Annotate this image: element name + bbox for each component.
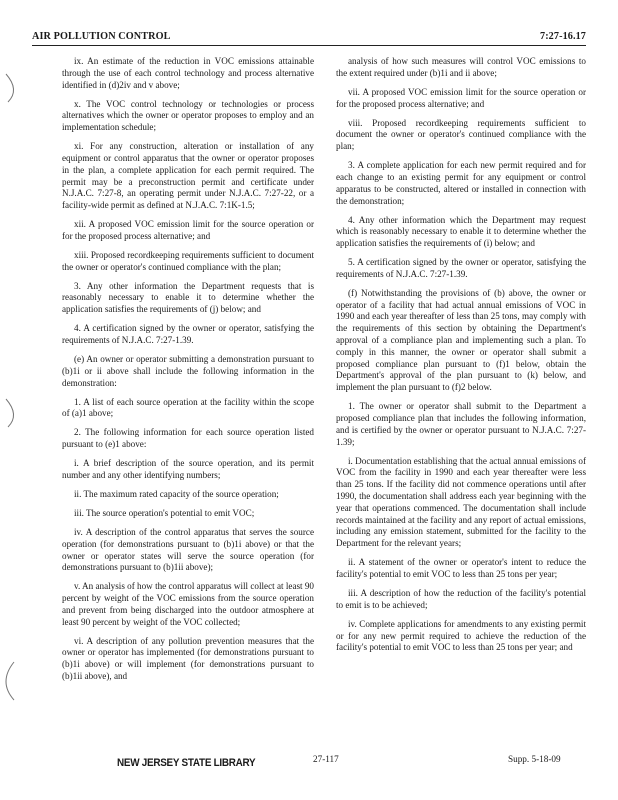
library-stamp: NEW JERSEY STATE LIBRARY xyxy=(117,757,256,769)
page-number: 27-117 xyxy=(313,754,339,764)
paragraph: xi. For any construction, alteration or installation of any equipment or control apparatus that the owner or operator proposes in the plan, a complete application for each permit required. The permit may be a preconstruction permit and certificate under N.J.A.C. 7:27-8, an operating permit under N.J.A.C. 7:27-22, or a facility-wide permit as defined at N.J.A.C. 7:1K-1.5; xyxy=(62,141,314,211)
paragraph: 3. A complete application for each new permit required and for each change to an existing permit for any equipment or control apparatus to be constructed, altered or installed in connection with the demonstration; xyxy=(336,160,586,206)
page-footer xyxy=(0,754,618,774)
paragraph: viii. Proposed recordkeeping requirements sufficient to document the owner or operator's continued compliance with the plan; xyxy=(336,117,586,152)
page-header xyxy=(32,31,586,46)
paragraph: xiii. Proposed recordkeeping requirements sufficient to document the owner or operator's continued compliance with the plan; xyxy=(62,249,314,272)
paragraph: iv. A description of the control apparatus that serves the source operation (for demonstrations pursuant to (b)1i above) or that the owner or operator states will serve the source operation (for demonstrations pursuant to (b)1ii above); xyxy=(62,526,314,573)
paragraph: ii. The maximum rated capacity of the source operation; xyxy=(74,488,279,499)
binder-hole-mark xyxy=(2,395,24,431)
paragraph: vi. A description of any pollution prevention measures that the owner or operator has implemented (for demonstrations pursuant to (b)1i above) or will implement (for demonstrations pursuant to (b)1ii above), and xyxy=(62,635,314,682)
paragraph: analysis of how such measures will control VOC emissions to the extent required under (b)1i and ii above; xyxy=(336,56,586,78)
paragraph: 4. Any other information which the Department may request which is reasonably necessary to enable it to determine whether the application satisfies the requirements of (i) below; and xyxy=(336,214,586,249)
paragraph: 1. The owner or operator shall submit to the Department a proposed compliance plan that includes the following information, and is certified by the owner or operator pursuant to N.J.A.C. 7:27-1.39; xyxy=(336,401,586,447)
supplement-date: Supp. 5-18-09 xyxy=(508,754,561,764)
paragraph: 3. Any other information the Department requests that is reasonably necessary to enable it to determine whether the application satisfies the requirements of (j) below; and xyxy=(62,280,314,315)
paragraph: iii. A description of how the reduction of the facility's potential to emit is to be achieved; xyxy=(336,587,586,610)
paragraph: 5. A certification signed by the owner or operator, satisfying the requirements of N.J.A.C. 7:27-1.39. xyxy=(336,257,586,279)
paragraph: x. The VOC control technology or technologies or process alternatives which the owner or operator proposes to employ and an implementation schedule; xyxy=(62,98,314,133)
section-number: 7:27-16.17 xyxy=(540,31,586,42)
paragraph: xii. A proposed VOC emission limit for the source operation or for the proposed process alternative; and xyxy=(62,219,314,241)
paragraph: iv. Complete applications for amendments to any existing permit or for any new permit required to achieve the reduction of the facility's potential to emit VOC to less than 25 tons per year; and xyxy=(336,618,586,653)
paragraph: i. A brief description of the source operation, and its permit number and any other identifying numbers; xyxy=(62,458,314,480)
paragraph: v. An analysis of how the control apparatus will collect at least 90 percent by weight of the VOC emissions from the source operation and prevent from being discharged into the outdoor atmosphere at least 90 percent by weight of the VOC collected; xyxy=(62,581,314,627)
paragraph: (e) An owner or operator submitting a demonstration pursuant to (b)1i or ii above shall include the following information in the demonstration: xyxy=(62,354,314,388)
paragraph: ix. An estimate of the reduction in VOC emissions attainable through the use of each control technology and process alternative identified in (d)2iv and v above; xyxy=(62,56,314,90)
paragraph: vii. A proposed VOC emission limit for the source operation or for the proposed process alternative; and xyxy=(336,86,586,109)
paragraph: 1. A list of each source operation at the facility within the scope of (a)1 above; xyxy=(62,396,314,419)
chapter-title: AIR POLLUTION CONTROL xyxy=(32,31,171,42)
paragraph: ii. A statement of the owner or operator's intent to reduce the facility's potential to emit VOC to less than 25 tons per year; xyxy=(336,557,586,579)
paragraph: (f) Notwithstanding the provisions of (b) above, the owner or operator of a facility that had actual annual emissions of VOC in 1990 and each year thereafter of less than 25 tons, may comply with the requirements of this section by obtaining the Department's approval of a compliance plan and implementing such a plan. To comply in this manner, the owner or operator shall submit a proposed compliance plan pursuant to (f)1 below, obtain the Department's approval of the plan pursuant to (k) below, and implement the plan pursuant to (f)2 below. xyxy=(336,287,586,393)
paragraph: i. Documentation establishing that the actual annual emissions of VOC from the facility in 1990 and each year thereafter were less than 25 tons. If the facility did not commence operations until after 1990, the documentation shall address each year beginning with the year that operations commenced. The documentation shall include records maintained at the facility and any report of actual emissions, including any emission statement, submitted for the facility to the Department for the relevant years; xyxy=(336,455,586,549)
paragraph: 2. The following information for each source operation listed pursuant to (e)1 above: xyxy=(62,427,314,450)
paragraph: 4. A certification signed by the owner or operator, satisfying the requirements of N.J.A.C. 7:27-1.39. xyxy=(62,323,314,346)
binder-hole-mark xyxy=(0,660,26,704)
binder-hole-mark xyxy=(2,70,24,106)
paragraph: iii. The source operation's potential to emit VOC; xyxy=(74,507,255,518)
right-column xyxy=(336,56,586,659)
left-column xyxy=(62,56,314,688)
